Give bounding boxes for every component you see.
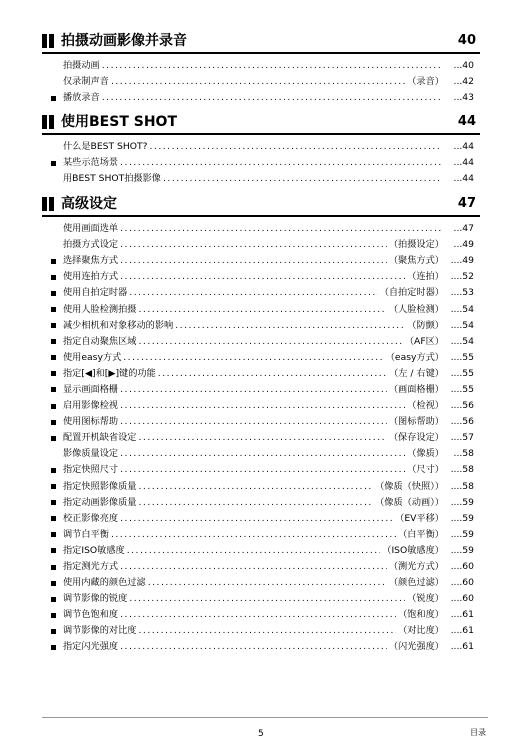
- toc-entry-page: ....54: [450, 319, 474, 331]
- toc-entry-page: ....57: [450, 432, 474, 444]
- toc-entry-menu-ref: （饱和度）: [398, 609, 444, 621]
- toc-entry-menu-ref: （测光方式）: [388, 561, 444, 573]
- section-page: 47: [457, 196, 476, 211]
- toc-entry-label: 影像质量设定: [63, 448, 119, 460]
- toc-entry[interactable]: [42, 221, 480, 237]
- toc-entry[interactable]: [42, 511, 480, 527]
- toc-entry-page: ...42: [453, 76, 474, 88]
- toc-entry-label: 拍摄方式设定: [63, 239, 119, 251]
- toc-entry[interactable]: [42, 90, 480, 106]
- toc-entry-label: 使用人脸检测拍摄: [63, 303, 137, 315]
- section-marker-icon: [42, 34, 56, 48]
- toc-entry-menu-ref: （颜色过滤）: [388, 577, 444, 589]
- toc-entry-page: ...43: [453, 92, 474, 104]
- toc-entry-page: ....58: [450, 464, 474, 476]
- toc-entry-label: 用BEST SHOT拍摄影像: [63, 173, 161, 185]
- entry-list: [42, 58, 480, 106]
- toc-entry-page: ....59: [450, 512, 474, 524]
- toc-entry-label: 什么是BEST SHOT?: [63, 141, 148, 153]
- toc-entry-menu-ref: （像质（快照））: [375, 480, 444, 492]
- toc-entry-label: 指定动画影像质量: [63, 496, 137, 508]
- dot-leader: [139, 623, 397, 639]
- toc-entry[interactable]: [42, 269, 480, 285]
- bullet-square-icon: [51, 436, 56, 441]
- bullet-square-icon: [51, 291, 56, 296]
- bullet-square-icon: [51, 259, 56, 264]
- dot-leader: [120, 221, 442, 237]
- toc-entry-page: ....53: [450, 287, 474, 299]
- toc-entry-menu-ref: （连拍）: [407, 271, 444, 283]
- toc-entry[interactable]: [42, 591, 480, 607]
- dot-leader: [120, 462, 405, 478]
- section-header: [42, 113, 480, 135]
- dot-leader: [111, 527, 396, 543]
- toc-entry-menu-ref: （对比度）: [398, 625, 444, 637]
- toc-entry-page: ....56: [450, 400, 474, 412]
- toc-entry-label: 指定[◀]和[▶]键的功能: [63, 367, 156, 379]
- bullet-square-icon: [51, 629, 56, 634]
- toc-entry-label: 使用图标帮助: [63, 416, 119, 428]
- dot-leader: [120, 253, 387, 269]
- toc-entry-label: 使用画面选单: [63, 223, 119, 235]
- toc-entry-menu-ref: （easy方式）: [385, 351, 444, 363]
- bullet-square-icon: [51, 532, 56, 537]
- dot-leader: [111, 74, 405, 90]
- dot-leader: [120, 559, 387, 575]
- bullet-square-icon: [51, 597, 56, 602]
- section-title: 拍摄动画影像并录音: [61, 33, 187, 49]
- toc-entry[interactable]: [42, 285, 480, 301]
- toc-entry-page: ....56: [450, 416, 474, 428]
- toc-entry[interactable]: [42, 559, 480, 575]
- bullet-square-icon: [51, 484, 56, 489]
- bullet-square-icon: [51, 387, 56, 392]
- section-marker-icon: [42, 197, 56, 211]
- bullet-square-icon: [51, 371, 56, 376]
- toc-entry[interactable]: [42, 382, 480, 398]
- toc-entry-label: 调节白平衡: [63, 528, 109, 540]
- toc-entry-menu-ref: （ISO敏感度）: [382, 544, 444, 556]
- bullet-square-icon: [51, 565, 56, 570]
- section-title: 高级设定: [61, 196, 117, 212]
- bullet-square-icon: [51, 645, 56, 650]
- toc-entry[interactable]: [42, 414, 480, 430]
- toc-entry-page: ....55: [450, 367, 474, 379]
- dot-leader: [120, 639, 387, 655]
- toc-entry-menu-ref: （像质（动画））: [375, 496, 444, 508]
- toc-entry-menu-ref: （录音）: [407, 76, 444, 88]
- bullet-square-icon: [51, 420, 56, 425]
- toc-entry-label: 使用内藏的颜色过滤: [63, 577, 146, 589]
- bullet-square-icon: [51, 339, 56, 344]
- toc-entry-menu-ref: （自拍定时器）: [379, 287, 444, 299]
- dot-leader: [139, 430, 387, 446]
- toc-entry-label: 启用影像检视: [63, 400, 119, 412]
- dot-leader: [120, 382, 387, 398]
- toc-entry-menu-ref: （人脸检测）: [388, 303, 444, 315]
- dot-leader: [123, 350, 383, 366]
- toc-entry-page: ...47: [453, 223, 474, 235]
- toc-entry-page: ....58: [450, 480, 474, 492]
- toc-entry-label: 配置开机缺省设定: [63, 432, 137, 444]
- toc-entry[interactable]: [42, 366, 480, 382]
- toc-entry[interactable]: [42, 462, 480, 478]
- dot-leader: [102, 90, 442, 106]
- bullet-square-icon: [51, 500, 56, 505]
- toc-entry[interactable]: [42, 318, 480, 334]
- toc-entry-page: ....60: [450, 561, 474, 573]
- toc-entry-label: 指定测光方式: [63, 561, 119, 573]
- section-header: [42, 32, 480, 54]
- dot-leader: [175, 318, 405, 334]
- toc-entry-page: ....52: [450, 271, 474, 283]
- toc-entry[interactable]: [42, 575, 480, 591]
- toc-section-advanced: [42, 195, 480, 656]
- toc-entry-label: 减少相机和对象移动的影响: [63, 319, 174, 331]
- toc-entry-menu-ref: （尺寸）: [407, 464, 444, 476]
- toc-entry-label: 选择聚焦方式: [63, 255, 119, 267]
- toc-entry[interactable]: [42, 543, 480, 559]
- dot-leader: [139, 334, 403, 350]
- toc-entry-label: 拍摄动画: [63, 60, 100, 72]
- toc-entry-label: 调节影像的对比度: [63, 625, 137, 637]
- toc-entry-page: ....60: [450, 593, 474, 605]
- toc-entry-page: ....61: [450, 609, 474, 621]
- toc-entry[interactable]: [42, 253, 480, 269]
- toc-entry[interactable]: [42, 479, 480, 495]
- dot-leader: [148, 575, 387, 591]
- toc-entry-label: 某些示范场景: [63, 157, 119, 169]
- toc-entry-menu-ref: （左 / 右键）: [389, 367, 444, 379]
- toc-entry-page: ...44: [453, 173, 474, 185]
- toc-entry-label: 调节影像的锐度: [63, 593, 128, 605]
- toc-entry-page: ....55: [450, 351, 474, 363]
- dot-leader: [139, 302, 387, 318]
- bullet-square-icon: [51, 581, 56, 586]
- footer-page-number: 5: [258, 729, 264, 739]
- dot-leader: [102, 58, 442, 74]
- bullet-square-icon: [51, 355, 56, 360]
- toc-entry-page: ....49: [450, 255, 474, 267]
- toc-section-recording: [42, 32, 480, 106]
- toc-entry-menu-ref: （图标帮助）: [388, 416, 444, 428]
- toc-entry[interactable]: [42, 334, 480, 350]
- toc-entry-page: ...44: [453, 157, 474, 169]
- toc-entry[interactable]: [42, 607, 480, 623]
- toc-entry[interactable]: [42, 301, 480, 317]
- dot-leader: [120, 414, 387, 430]
- section-title: 使用BEST SHOT: [61, 114, 177, 130]
- toc-entry-page: ...58: [453, 448, 474, 460]
- entry-list: [42, 139, 480, 187]
- toc-entry-page: ....60: [450, 577, 474, 589]
- toc-entry-label: 指定ISO敏感度: [63, 544, 125, 556]
- toc-entry-label: 指定自动聚焦区域: [63, 335, 137, 347]
- section-page: 40: [457, 33, 476, 48]
- toc-entry-menu-ref: （画面格栅）: [388, 383, 444, 395]
- toc-entry[interactable]: [42, 527, 480, 543]
- dot-leader: [129, 285, 377, 301]
- toc-entry[interactable]: [42, 398, 480, 414]
- toc-entry-menu-ref: （锐度）: [407, 593, 444, 605]
- toc-entry-page: ...44: [453, 141, 474, 153]
- bullet-square-icon: [51, 161, 56, 166]
- toc-entry[interactable]: [42, 495, 480, 511]
- section-header: [42, 195, 480, 217]
- toc-entry-page: ...40: [453, 60, 474, 72]
- toc-entry-label: 校正影像亮度: [63, 512, 119, 524]
- dot-leader: [129, 591, 405, 607]
- toc-entry-menu-ref: （保存设定）: [388, 432, 444, 444]
- bullet-square-icon: [51, 323, 56, 328]
- toc-entry-label: 仅录制声音: [63, 76, 109, 88]
- toc-entry-label: 使用连拍方式: [63, 271, 119, 283]
- toc-entry-page: ...49: [453, 239, 474, 251]
- dot-leader: [120, 511, 393, 527]
- toc-entry-menu-ref: （聚焦方式）: [388, 255, 444, 267]
- dot-leader: [120, 237, 387, 253]
- toc-entry-label: 指定快照尺寸: [63, 464, 119, 476]
- toc-entry-menu-ref: （像质）: [407, 448, 444, 460]
- bullet-square-icon: [51, 96, 56, 101]
- toc-entry-page: ....59: [450, 496, 474, 508]
- toc-section-best-shot: [42, 113, 480, 187]
- toc-entry-menu-ref: （白平衡）: [398, 528, 444, 540]
- toc-entry-menu-ref: （检视）: [407, 400, 444, 412]
- bullet-square-icon: [51, 307, 56, 312]
- toc-entry[interactable]: [42, 58, 480, 74]
- dot-leader: [158, 366, 387, 382]
- toc-entry[interactable]: [42, 74, 480, 90]
- bullet-square-icon: [51, 516, 56, 521]
- toc-entry-page: ....54: [450, 335, 474, 347]
- toc-entry-page: ....61: [450, 641, 474, 653]
- toc-entry-label: 使用自拍定时器: [63, 287, 128, 299]
- toc-entry-label: 播放录音: [63, 92, 100, 104]
- section-marker-icon: [42, 115, 56, 129]
- dot-leader: [120, 607, 396, 623]
- bullet-square-icon: [51, 548, 56, 553]
- dot-leader: [150, 139, 443, 155]
- dot-leader: [163, 171, 442, 187]
- toc-entry-page: ....59: [450, 544, 474, 556]
- dot-leader: [120, 446, 405, 462]
- dot-leader: [120, 155, 442, 171]
- toc-entry-label: 使用easy方式: [63, 351, 122, 363]
- toc-entry-label: 显示画面格栅: [63, 383, 119, 395]
- toc-entry[interactable]: [42, 430, 480, 446]
- bullet-square-icon: [51, 468, 56, 473]
- toc-entry-label: 调节色饱和度: [63, 609, 119, 621]
- dot-leader: [120, 398, 405, 414]
- toc-entry-page: ....61: [450, 625, 474, 637]
- section-page: 44: [457, 114, 476, 129]
- toc-entry-page: ....55: [450, 383, 474, 395]
- toc-entry-menu-ref: （AF区）: [404, 335, 444, 347]
- toc-entry-page: ....59: [450, 528, 474, 540]
- toc-entry-menu-ref: （拍摄设定）: [388, 239, 444, 251]
- toc-entry-page: ....54: [450, 303, 474, 315]
- toc-entry[interactable]: [42, 623, 480, 639]
- toc-entry-label: 指定快照影像质量: [63, 480, 137, 492]
- toc-entry[interactable]: [42, 350, 480, 366]
- toc-entry[interactable]: [42, 155, 480, 171]
- toc-entry-menu-ref: （EV平移）: [395, 512, 444, 524]
- bullet-square-icon: [51, 613, 56, 618]
- toc-entry[interactable]: [42, 171, 480, 187]
- toc-entry[interactable]: [42, 139, 480, 155]
- entry-list: [42, 221, 480, 656]
- toc-entry[interactable]: [42, 237, 480, 253]
- footer-contents-link[interactable]: 目录: [470, 728, 486, 737]
- toc-entry[interactable]: [42, 639, 480, 655]
- toc-entry-menu-ref: （防颤）: [407, 319, 444, 331]
- dot-leader: [127, 543, 381, 559]
- dot-leader: [120, 269, 405, 285]
- bullet-square-icon: [51, 275, 56, 280]
- bullet-square-icon: [51, 404, 56, 409]
- toc-entry-menu-ref: （闪光强度）: [388, 641, 444, 653]
- toc-entry-label: 指定闪光强度: [63, 641, 119, 653]
- footer-divider: [42, 717, 488, 718]
- dot-leader: [139, 495, 374, 511]
- dot-leader: [139, 479, 374, 495]
- toc-entry[interactable]: [42, 446, 480, 462]
